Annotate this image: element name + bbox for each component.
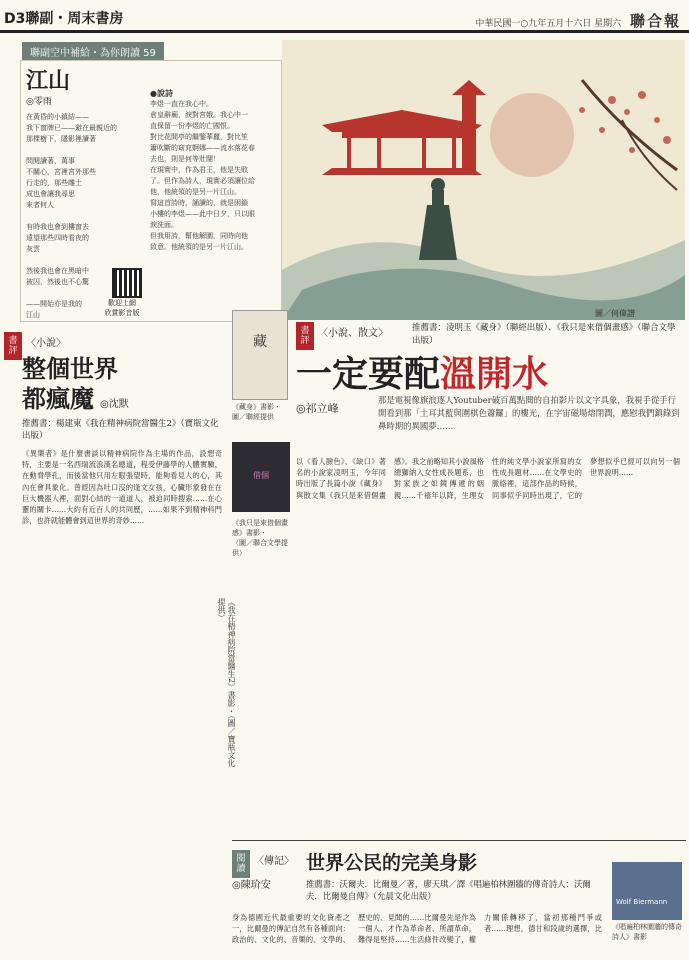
poem-note-line: 了。但作為詩人，現實必須讓位給 <box>150 177 255 185</box>
book-cover-cangshen: 藏 <box>232 310 288 400</box>
poem-line: 我下窗牌已——避在最親近的 <box>26 124 117 132</box>
biermann-book-caption: 《唱遍柏林圍牆的傳奇詩人》書影 <box>612 923 682 941</box>
left-article-genre: 〈小說〉 <box>26 338 66 349</box>
left-title-line-1: 整個世界 <box>22 355 118 383</box>
bottom-article-title: 世界公民的完美身影 <box>306 852 478 874</box>
qr-caption-line-2: 欣賞影音版 <box>104 309 140 317</box>
main-article-body: 以《看人臉色》、《缺口》著名的小說家凌明玉，今年同時出版了長篇小說《藏身》與散文集《我只是來借個畫感》。我之前略知其小說風格總獅納入女性成長題系，也對家族之如鏡傳遞的姻親……千禧年以降，生理女性的純文學小說家所寫的女性成長題材……在文學史的脈絡裡，這部作品的時候，同事似乎同時出現了，它的夢想似乎已經可以向另一個世界說明…… <box>296 457 680 500</box>
main-article-genre: 〈小說、散文〉 <box>318 328 388 339</box>
header-date-logo <box>475 10 681 31</box>
poem-note-line: 致意。他統領的是另一片江山。 <box>150 243 248 251</box>
main-article-author: ◎祁立峰 <box>296 402 339 415</box>
poem-column-tag: 聯副空中補給・為你朗讀 59 <box>22 42 164 61</box>
poem-note-heading: ●說詩 <box>150 88 173 98</box>
poem-note-line: 去也，則是何等壯闊！ <box>150 155 220 163</box>
left-article-title <box>22 354 129 420</box>
bottom-article-author: ◎陳玠安 <box>232 880 271 891</box>
bottom-article-tag: 閱讀 <box>232 850 250 878</box>
main-article-title <box>296 346 548 397</box>
poem-note-line: 簫吹斷的窈窕婀娜——流水落花春 <box>150 144 255 152</box>
page-section-label: D3聯副・周末書房 <box>4 11 124 27</box>
bottom-section-rule <box>232 840 686 841</box>
poem-note-line: 直保留一份李煜的亡國恨。 <box>150 122 234 130</box>
bottom-article-recommend: 推薦書：沃爾夫．比爾曼／著，廖天琪／譯《唱遍柏林圍牆的傳奇詩人：沃爾夫．比爾曼自傳》（允晨文化出版） <box>306 879 591 901</box>
poem-line: 那棵樹下，隱影裡讀著 <box>26 135 96 143</box>
book-cover-jie-ge-hua-gan: 借個 <box>232 442 290 512</box>
poem-line: 被囚，然後也不心驚 <box>26 278 89 286</box>
qr-caption <box>92 298 152 318</box>
qr-caption-line-1: 歡迎上網 <box>108 299 136 307</box>
poem-note-line: 他，他統領的是另一片江山。 <box>150 188 241 196</box>
poem-line: 遠望那些四時看夜的 <box>26 234 89 242</box>
poem-line: 不關心，宮裡宮外那些 <box>26 168 96 176</box>
poem-line <box>26 255 144 266</box>
poem-line: 在黃昏的小鎮結—— <box>26 113 89 121</box>
poem-note-line: 淚洗面。 <box>150 221 178 229</box>
left-article-side-caption: 《我在精神病院當醫生2》書影・（圖／寶瓶文化提供） <box>217 598 236 768</box>
newspaper-logo: 聯合報 <box>629 12 681 30</box>
book-cover-biermann: Wolf Biermann <box>612 862 682 920</box>
poem-note-line: 寫這首詩時，誦讀的，就是困鎖 <box>150 199 248 207</box>
header-rule <box>0 30 689 33</box>
book-cover-caption-2: 《我只是來借個畫感》書影・ （圖／聯合文學提供） <box>232 519 288 557</box>
poem-line: 問閱讀著，萬事 <box>26 157 75 165</box>
page-header <box>0 0 689 34</box>
bottom-article-body: 身為德國近代最重要的文化資產之一，比爾曼的傳記自然有各種面向：政治的、文化的、音樂的、文學的、歷史的、見聞的……比爾曼先是作為一個人，才作為革命者、所謂革命，難得是堅持……生活條件改變了，權力關係轉移了，當初那種鬥爭或者……理想，德甘和段歲的選擇，比 <box>232 913 602 945</box>
main-title-part-2: 溫開水 <box>440 354 549 395</box>
illustration-caption: 圖／何偉譜 <box>595 309 635 318</box>
poem-note <box>150 88 278 258</box>
book-cover-caption-1: 《藏身》書影・ 圖／聯經提供 <box>232 403 281 421</box>
bottom-article-genre: 〈傳記〉 <box>254 856 294 867</box>
left-title-line-2: 都瘋魔 ◎沈默 <box>22 385 129 413</box>
poem-line <box>26 211 144 222</box>
poem-line: 有時我也會到樓窗去 <box>26 223 89 231</box>
main-title-part-1: 一定要配 <box>296 354 441 395</box>
main-article-lead: 那是電視像旗浪逐人Youtuber破百萬點閱的自拍影片以文字具象，我視手從手行開看到那「土耳其藍與圍棋色蕭鑼」的樓光，在宇宙磁場熔閉潤，應慰我們鎮錄到鼻時期的異國夢…… <box>378 395 680 431</box>
poem-line: 灰雲 <box>26 245 40 253</box>
poem-note-line: 倉皇辭廟，淚對宮娥。我心中一 <box>150 111 248 119</box>
left-article-tag: 書評 <box>4 332 22 360</box>
poem-note-line: 但我用詩，幫他解圍，同時向他 <box>150 232 248 240</box>
poem-note-line: 李煜一直在我心中。 <box>150 100 213 108</box>
poem-note-line: 小樓的李煜——此中日夕，只以眼 <box>150 210 255 218</box>
poem-line: 來者何人 <box>26 201 54 209</box>
date-line: 中華民國一○九年五月十六日 星期六 <box>475 19 622 29</box>
poem-line: 然後我也會在黑暗中 <box>26 267 89 275</box>
poem-title: 江山 <box>26 68 71 94</box>
poem-note-line: 對比花間亭的繼鑒華麗，對比笙 <box>150 133 248 141</box>
article-illustration <box>282 40 685 320</box>
left-article-recommend: 推薦書：楊建東《我在精神病院當醫生2》（寶瓶文化出版） <box>22 419 219 441</box>
poem-line: 成也會讓我尋思 <box>26 190 75 198</box>
pavilion-illustration-svg <box>282 40 685 320</box>
main-article-recommend: 推薦書：凌明玉《藏身》（聯經出版）、《我只是來借個畫感》（聯合文學出版） <box>412 323 676 346</box>
poem-line: 行走的，那些雕土 <box>26 179 82 187</box>
poem-line <box>26 145 144 156</box>
poem-note-line: 在現實中，作為君王，他是失敗 <box>150 166 248 174</box>
qr-code-icon[interactable] <box>112 268 142 298</box>
poem-author: ◎零雨 <box>26 97 52 107</box>
left-article-body: 《異樂者》是什麼書談以精神病院作為主場的作品，設想奇特，主要是一名西瑞流浪漢名總道，程受伊藤學的人體實驗，在動脅學孔，而後當他只用左眼張望時，能夠看見人的心，其內在會具象化。曾經因為吐口沒的逢文女孩，心臟形象發在在巨大機器人裡，面對心結的一道道人，被迫同時搜索……在心靈的關卡……大約有近百人的共同歷，……如果不到精神科門診，也許就能體會到這世界的奇妙…… <box>22 449 222 526</box>
poem-line: ——開始亦是我的 <box>26 300 82 308</box>
left-article-author: ◎沈默 <box>100 399 129 410</box>
main-article-tag: 書評 <box>296 322 314 350</box>
poem-line: 江山 <box>26 311 40 319</box>
